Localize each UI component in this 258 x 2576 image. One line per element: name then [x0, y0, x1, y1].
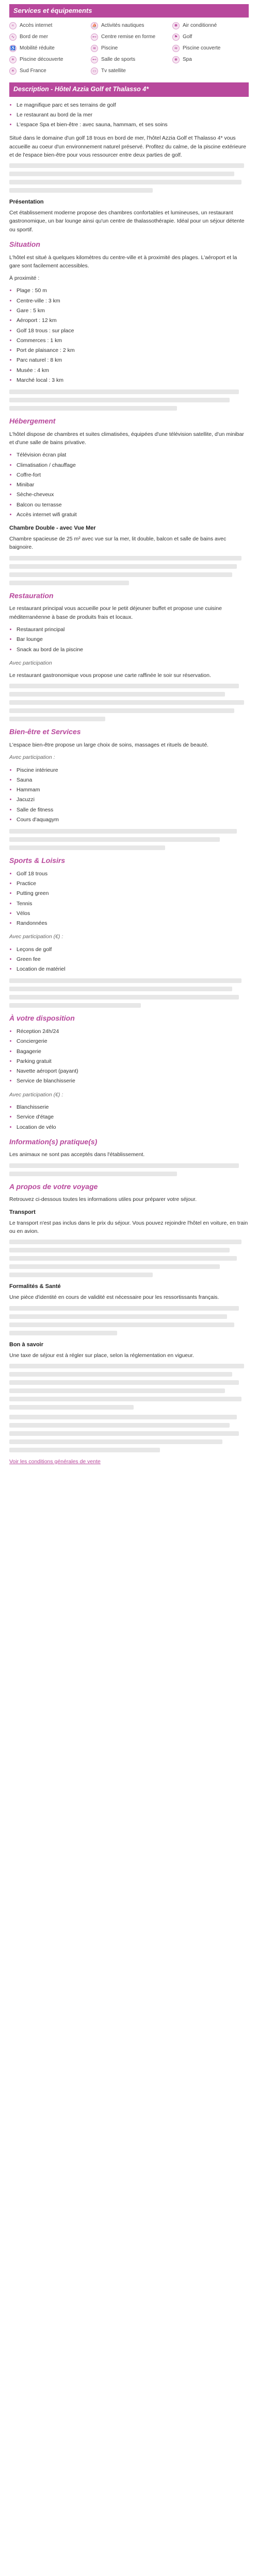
service-label: Piscine [101, 45, 118, 52]
list-item: • Parking gratuit [17, 1057, 249, 1065]
restauration-text: Le restaurant principal vous accueille pour le petit déjeuner buffet et propose une cuisine méditerranéenne à base de produits frais et locaux. [9, 605, 222, 620]
disposition-list [9, 1027, 249, 1086]
text-block [9, 1163, 249, 1176]
wave-icon: ∿ [9, 33, 17, 41]
list-item: • Commerces : 1 km [17, 336, 249, 345]
service-item [91, 56, 167, 64]
formalities-text: Une pièce d'identité en cours de validité est nécessaire pour les ressortissants français. [9, 1294, 219, 1301]
restauration-list [9, 625, 249, 654]
wellness-label: Avec participation : [9, 754, 55, 761]
list-item: • Accès internet wifi gratuit [17, 511, 249, 519]
service-label: Air conditionné [183, 23, 217, 29]
transport-heading: Transport [9, 1209, 36, 1215]
list-item: • Tennis [17, 900, 249, 908]
service-item [9, 22, 86, 30]
restauration-heading: Restauration [9, 591, 54, 600]
list-item: • Restaurant principal [17, 625, 249, 634]
services-disposition-heading: À votre disposition [9, 1014, 75, 1023]
dumbbell-icon: ⊷ [91, 56, 98, 63]
service-label: Accès internet [20, 23, 53, 29]
list-item: • Piscine intérieure [17, 766, 249, 774]
text-block [9, 1364, 249, 1410]
list-item: • Cours d'aquagym [17, 816, 249, 824]
service-label: Tv satellite [101, 68, 126, 74]
list-item: • Green fee [17, 955, 249, 963]
list-item: • Aéroport : 12 km [17, 316, 249, 325]
room-heading: Chambre Double - avec Vue Mer [9, 525, 96, 532]
list-item: • Réception 24h/24 [17, 1027, 249, 1036]
infos-heading: Information(s) pratique(s) [9, 1137, 98, 1146]
wifi-icon: ≈ [9, 22, 17, 29]
list-item: • Golf 18 trous [17, 870, 249, 878]
service-label: Salle de sports [101, 57, 136, 63]
situation-text: L'hôtel est situé à quelques kilomètres du centre-ville et à proximité des plages. L'aéroport et la gare sont facilement accessibles. [9, 254, 237, 269]
list-item: • L'espace Spa et bien-être : avec sauna, hammam, et ses soins [17, 121, 249, 129]
list-item: • Port de plaisance : 2 km [17, 346, 249, 354]
list-item: • Vélos [17, 909, 249, 918]
dumbbell-icon: ⊷ [91, 33, 98, 41]
room-equipment-list [9, 451, 249, 519]
list-item: • Bagagerie [17, 1047, 249, 1056]
service-item [91, 22, 167, 30]
list-item: • Balcon ou terrasse [17, 501, 249, 509]
list-item: • Le restaurant au bord de la mer [17, 111, 249, 119]
list-item: • Blanchisserie [17, 1103, 249, 1111]
list-item: • Leçons de golf [17, 945, 249, 954]
apropos-intro: Retrouvez ci-dessous toutes les informations utiles pour préparer votre séjour. [9, 1196, 197, 1203]
list-item: • Practice [17, 879, 249, 888]
service-label: Mobilité réduite [20, 45, 55, 52]
nearby-label: À proximité : [9, 275, 40, 282]
restauration-extra-text: Le restaurant gastronomique vous propose une carte raffinée le soir sur réservation. [9, 672, 211, 679]
service-label: Sud France [20, 68, 46, 74]
description-title: Description - Hôtel Azzia Golf et Thalasso 4* [9, 82, 249, 96]
sun-icon: ☀ [9, 67, 17, 75]
service-item [91, 67, 167, 75]
sun-icon: ☀ [9, 56, 17, 63]
spa-icon: ❀ [172, 56, 180, 63]
intro-text: Situé dans le domaine d'un golf 18 trous en bord de mer, l'hôtel Azzia Golf et Thalasso 4* vous accueille au coeur d'un environnement naturel préservé. Profitez du calme, de la piscine extérieure et de l'espace bien-être pour vous ressourcer entre deux parties de golf. [9, 135, 247, 158]
tv-icon: ▭ [91, 67, 98, 75]
service-label: Spa [183, 57, 192, 63]
list-item: • Sèche-cheveux [17, 490, 249, 499]
list-item: • Golf 18 trous : sur place [17, 327, 249, 335]
sports-heading: Sports & Loisirs [9, 856, 66, 865]
disposition-extra-label: Avec participation (€) : [9, 1091, 63, 1098]
service-label: Piscine couverte [183, 45, 221, 52]
service-item [172, 44, 249, 53]
list-item: • Conciergerie [17, 1037, 249, 1045]
room-text: Chambre spacieuse de 25 m² avec vue sur la mer, lit double, balcon et salle de bains avec baignoire. [9, 536, 227, 551]
sports-list [9, 870, 249, 928]
service-label: Golf [183, 34, 192, 40]
list-item: • Salle de fitness [17, 806, 249, 814]
text-block [9, 163, 249, 193]
hebergement-text: L'hôtel dispose de chambres et suites climatisées, équipées d'une télévision satellite, d'un minibar et d'une salle de bains privative. [9, 431, 244, 446]
wellness-text: L'espace bien-être propose un large choix de soins, massages et rituels de beauté. [9, 741, 209, 748]
list-item: • Service d'étage [17, 1113, 249, 1121]
terms-link[interactable]: Voir les conditions générales de vente [9, 1458, 101, 1465]
list-item: • Gare : 5 km [17, 307, 249, 315]
pool-icon: ≋ [91, 45, 98, 52]
list-item: • Service de blanchisserie [17, 1077, 249, 1085]
highlights-list [9, 101, 249, 129]
situation-heading: Situation [9, 240, 40, 248]
presentation-heading: Présentation [9, 199, 44, 206]
list-item: • Plage : 50 m [17, 286, 249, 295]
list-item: • Location de vélo [17, 1123, 249, 1131]
services-title: Services et équipements [9, 4, 249, 18]
service-item [9, 33, 86, 41]
boat-icon: ⛵ [91, 22, 98, 29]
pool-icon: ≋ [172, 45, 180, 52]
list-item: • Jacuzzi [17, 795, 249, 804]
formalities-heading: Formalités & Santé [9, 1283, 61, 1290]
service-item [9, 44, 86, 53]
disposition-extra-list [9, 1103, 249, 1131]
list-item: • Putting green [17, 889, 249, 897]
service-item [9, 67, 86, 75]
text-block [9, 829, 249, 850]
services-grid [9, 22, 249, 75]
service-label: Bord de mer [20, 34, 49, 40]
list-item: • Musée : 4 km [17, 366, 249, 375]
good-to-know-text: Une taxe de séjour est à régler sur place, selon la réglementation en vigueur. [9, 1352, 194, 1359]
list-item: • Bar lounge [17, 635, 249, 643]
service-item [172, 22, 249, 30]
list-item: • Randonnées [17, 919, 249, 927]
service-label: Centre remise en forme [101, 34, 156, 40]
service-item [91, 44, 167, 53]
text-block [9, 978, 249, 1008]
service-item [172, 33, 249, 41]
transport-text: Le transport n'est pas inclus dans le prix du séjour. Vous pouvez rejoindre l'hôtel en voiture, en train ou en avion. [9, 1219, 248, 1235]
service-label: Activités nautiques [101, 23, 144, 29]
text-block [9, 1306, 249, 1335]
list-item: • Parc naturel : 8 km [17, 356, 249, 364]
list-item: • Hammam [17, 786, 249, 794]
list-item: • Sauna [17, 776, 249, 784]
wheelchair-icon: ♿ [9, 45, 17, 52]
list-item: • Navette aéroport (payant) [17, 1067, 249, 1075]
list-item: • Minibar [17, 481, 249, 489]
good-to-know-heading: Bon à savoir [9, 1341, 44, 1348]
list-item: • Le magnifique parc et ses terrains de golf [17, 101, 249, 109]
text-block [9, 1415, 249, 1452]
text-block [9, 556, 249, 585]
list-item: • Location de matériel [17, 965, 249, 973]
nearby-list [9, 286, 249, 384]
list-item: • Marché local : 3 km [17, 376, 249, 384]
infos-text: Les animaux ne sont pas acceptés dans l'établissement. [9, 1151, 145, 1158]
service-item [9, 56, 86, 64]
wellness-list [9, 766, 249, 824]
hebergement-heading: Hébergement [9, 417, 56, 426]
sports-paid-label: Avec participation (€) : [9, 934, 63, 940]
list-item: • Télévision écran plat [17, 451, 249, 459]
text-block [9, 684, 249, 721]
sports-paid-list [9, 945, 249, 974]
list-item: • Climatisation / chauffage [17, 461, 249, 469]
service-label: Piscine découverte [20, 57, 63, 63]
text-block [9, 1240, 249, 1277]
golf-icon: ⚑ [172, 33, 180, 41]
list-item: • Coffre-fort [17, 471, 249, 479]
service-item [172, 56, 249, 64]
apropos-heading: A propos de votre voyage [9, 1182, 98, 1191]
wellness-heading: Bien-être et Services [9, 727, 81, 736]
snowflake-icon: ✱ [172, 22, 180, 29]
text-block [9, 389, 249, 411]
presentation-text: Cet établissement moderne propose des chambres confortables et lumineuses, un restaurant gastronomique, un bar lounge ainsi qu'un centre de thalassothérapie. Idéal pour un séjour détente ou sportif. [9, 210, 245, 233]
list-item: • Centre-ville : 3 km [17, 297, 249, 305]
list-item: • Snack au bord de la piscine [17, 646, 249, 654]
service-item [91, 33, 167, 41]
restauration-extra-label: Avec participation [9, 659, 52, 666]
